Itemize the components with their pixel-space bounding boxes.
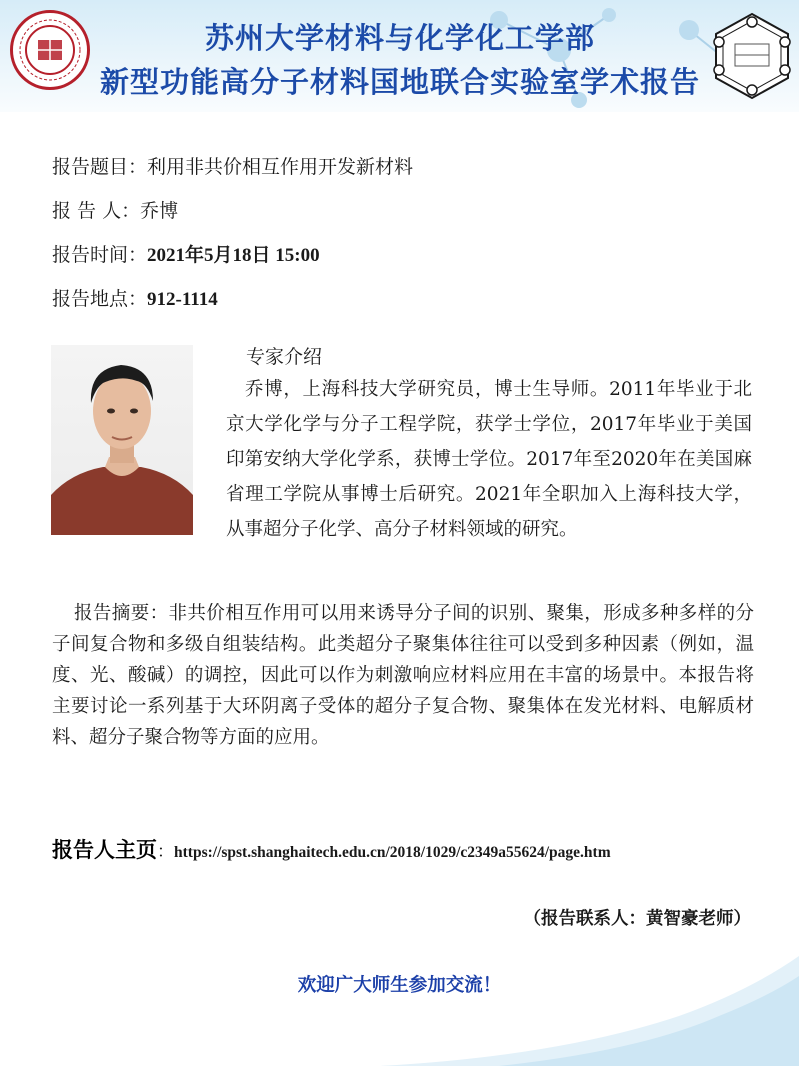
abstract-text: 报告摘要：非共价相互作用可以用来诱导分子间的识别、聚集，形成多种多样的分子间复合物和多级自组装结构。此类超分子聚集体往往可以受到多种因素（例如，温度、光、酸碱）的调控，因此可以作为刺激响应材料应用在丰富的场景中。本报告将主要讨论一系列基于大环阴离子受体的超分子复合物、聚集体在发光材料、电解质材料、超分子聚合物等方面的应用。 (52, 603, 754, 748)
header-title-line1: 苏州大学材料与化学化工学部 (204, 21, 595, 55)
topic-value: 利用非共价相互作用开发新材料 (147, 156, 414, 178)
homepage-link[interactable]: https://spst.shanghaitech.edu.cn/2018/1029/c2349a55624/page.htm (174, 844, 611, 861)
topic-row (52, 152, 413, 179)
homepage-row (52, 834, 611, 864)
header-banner (0, 0, 799, 112)
bio-text: 乔博，上海科技大学研究员，博士生导师。2011年毕业于北京大学化学与分子工程学院，获学士学位，2017年毕业于美国印第安纳大学化学系，获博士学位。2017年至2020年在美国麻省理工学院从事博士后研究。2021年全职加入上海科技大学，从事超分子化学、高分子材料领域的研究。 (226, 379, 752, 540)
college-emblem-icon (713, 12, 791, 100)
soochow-university-seal-icon (10, 10, 90, 90)
speaker-label: 报 告 人： (52, 200, 141, 222)
speaker-value: 乔博 (140, 200, 179, 222)
speaker-row (52, 196, 178, 223)
homepage-label: 报告人主页 (52, 838, 157, 862)
time-value: 2021年5月18日 15:00 (147, 245, 320, 266)
place-value: 912-1114 (147, 289, 218, 310)
speaker-photo (51, 345, 193, 535)
contact-person: （报告联系人：黄智豪老师） (523, 909, 751, 929)
time-row (52, 240, 320, 267)
homepage-separator: ： (157, 842, 174, 862)
topic-label: 报告题目： (52, 156, 148, 178)
place-label: 报告地点： (52, 288, 148, 310)
header-title-line2: 新型功能高分子材料国地联合实验室学术报告 (99, 65, 700, 99)
welcome-message: 欢迎广大师生参加交流！ (297, 975, 502, 996)
bio-title: 专家介绍 (246, 346, 323, 368)
place-row (52, 284, 218, 311)
time-label: 报告时间： (52, 244, 148, 266)
